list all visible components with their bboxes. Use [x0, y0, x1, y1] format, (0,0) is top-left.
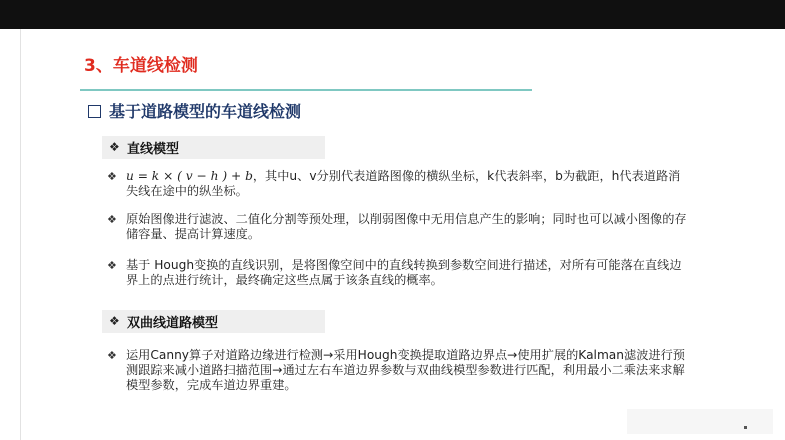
diamond-bullet-icon: ❖ — [107, 170, 117, 183]
subtitle-text: 基于道路模型的车道线检测 — [109, 102, 302, 121]
heading-label: 双曲线道路模型 — [127, 316, 219, 331]
bullet-item — [107, 258, 687, 288]
bullet-text: 基于 Hough变换的直线识别，是将图像空间中的直线转换到参数空间进行描述，对所有可能落在直线边界上的点进行统计，最终确定这些点属于该条直线的概率。 — [126, 258, 682, 287]
bullet-item — [107, 348, 687, 393]
heading-band-line-model — [102, 136, 325, 159]
bullet-text: ，其中u、v分别代表道路图像的横纵坐标，k代表斜率，b为截距，h代表道路消失线在途中的纵坐标。 — [126, 169, 681, 198]
checkbox-square-icon — [88, 105, 101, 118]
diamond-bullet-icon: ❖ — [107, 213, 117, 226]
diamond-bullet-icon: ❖ — [109, 314, 120, 328]
corner-marker — [744, 426, 747, 429]
section-title: 3、车道线检测 — [84, 56, 198, 76]
formula: u = k × ( v − h ) + b — [126, 169, 253, 183]
heading-label: 直线模型 — [127, 142, 180, 157]
diamond-bullet-icon: ❖ — [107, 259, 117, 272]
bullet-text: 运用Canny算子对道路边缘进行检测→采用Hough变换提取道路边界点→使用扩展的Kalman滤波进行预测跟踪来减小道路扫描范围→通过左右车道边界参数与双曲线模型参数进行匹配，利用最小二乘法来求解模型参数，完成车道边界重建。 — [126, 348, 685, 392]
faint-footer-box — [627, 409, 773, 434]
top-black-bar — [0, 0, 785, 29]
bullet-text: 原始图像进行滤波、二值化分割等预处理，以削弱图像中无用信息产生的影响；同时也可以减小图像的存储容量、提高计算速度。 — [126, 212, 687, 241]
title-underline — [80, 89, 532, 91]
diamond-bullet-icon: ❖ — [109, 140, 120, 154]
subtitle — [88, 99, 301, 122]
bullet-item — [107, 169, 687, 199]
diamond-bullet-icon: ❖ — [107, 349, 117, 362]
heading-band-hyperbola-model — [102, 310, 325, 333]
left-margin-rule — [20, 29, 21, 440]
bullet-item — [107, 212, 687, 242]
